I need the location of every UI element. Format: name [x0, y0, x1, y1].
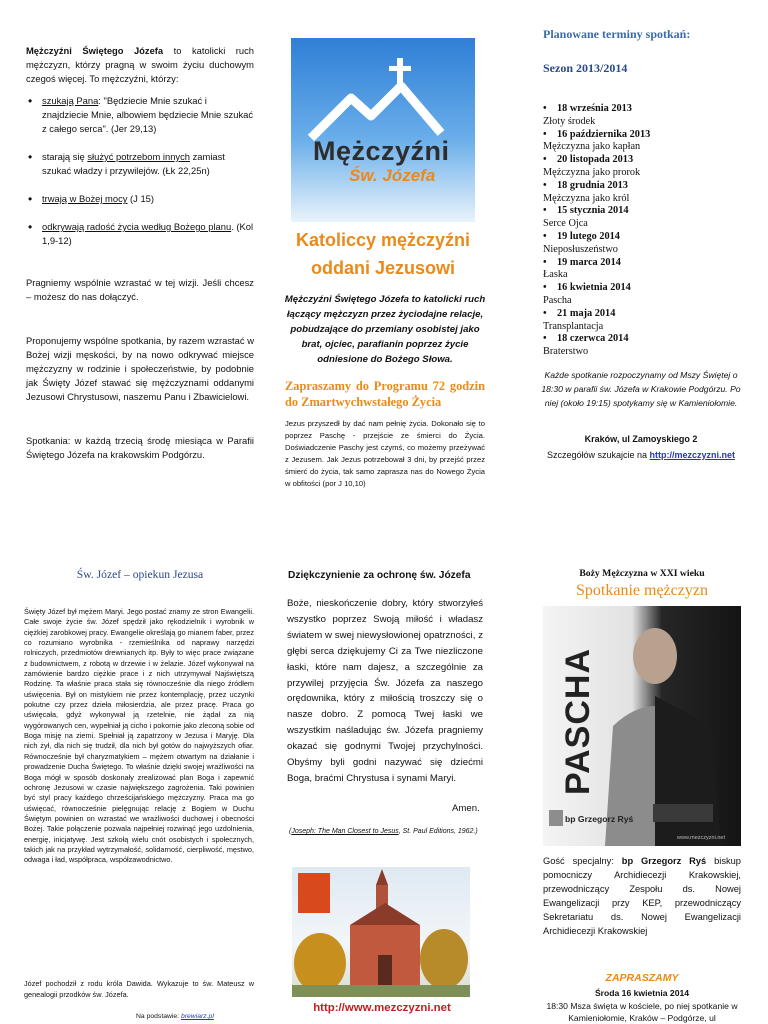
source-note	[136, 1013, 214, 1020]
headline	[270, 226, 496, 282]
bullet-text: starają się	[42, 151, 88, 162]
schedule-item	[543, 180, 743, 206]
citation-rest: , St. Paul Editions, 1962.)	[398, 828, 478, 835]
guest-label: Gość specjalny:	[543, 856, 622, 866]
intro-paragraph	[26, 44, 254, 86]
list-item	[26, 150, 254, 178]
schedule-list	[543, 103, 743, 359]
schedule-date: • 15 stycznia 2014	[543, 205, 743, 218]
bullet-text: . (Kol 1,9-12)	[42, 221, 254, 246]
event-description: 18:30 Msza święta w kościele, po niej spotkanie w Kamieniołomie, Kraków – Podgórze, ul	[546, 1001, 738, 1023]
program-invite: Zapraszamy do Programu 72 godzin do Zmartwychwstałego Życia	[285, 379, 485, 409]
schedule-topic: Nieposłuszeństwo	[543, 243, 618, 255]
poster-url: www.mezczyzni.net	[677, 835, 725, 841]
schedule-date: • 18 grudnia 2013	[543, 180, 743, 193]
poster-date-bar	[653, 804, 713, 822]
logo-subtitle: Św. Józefa	[349, 166, 436, 185]
schedule-date: • 19 lutego 2014	[543, 231, 743, 244]
guest-description: biskup pomocniczy Archidiecezji Krakowskiej, przewodniczący Zespołu ds. Nowej Ewangelizacji przy KEP, przewodniczący Sekretariatu ds. Nowej Ewangelizacji Archidiecezji Krakowskiej	[543, 856, 741, 937]
schedule-topic: Łaska	[543, 269, 568, 281]
event-title: Spotkanie mężczyzn	[576, 582, 708, 599]
bullet-link[interactable]: odkrywają radość życia według Bożego planu	[42, 221, 232, 232]
details-line	[530, 450, 752, 460]
schedule-item	[543, 129, 743, 155]
paragraph-wzrastac: Pragniemy wspólnie wzrastać w tej wizji. Jeśli chcesz – możesz do nas dołączyć.	[26, 277, 254, 302]
schedule-note: Każde spotkanie rozpoczynamy od Mszy Świętej o 18:30 w parafii św. Józefa w Krakowie Podgórzu. Po niej (około 19:15) spotykamy się w Kamieniołomie.	[541, 370, 741, 408]
schedule-item	[543, 282, 743, 308]
citation-open: (	[289, 828, 292, 835]
website-link[interactable]: http://mezczyzni.net	[649, 450, 736, 460]
guest-paragraph	[543, 854, 741, 939]
jozef-lineage: Józef pochodził z rodu króla Dawida. Wykazuje to św. Mateusz w genealogii przodków św. Józefa.	[24, 979, 254, 999]
schedule-date: • 18 września 2013	[543, 103, 743, 116]
poster-speaker-photo	[549, 810, 563, 826]
guest-name: bp Grzegorz Ryś	[621, 856, 707, 866]
poster-word: PASCHA	[559, 647, 598, 796]
paragraph-schedule: Spotkania: w każdą trzecią środę miesiąca w Parafii Świętego Józefa na krakowskim Podgórzu.	[26, 435, 254, 460]
schedule-title: Planowane terminy spotkań:	[543, 27, 691, 41]
list-item	[26, 94, 254, 136]
schedule-topic: Serce Ojca	[543, 218, 588, 230]
intro-text: to katolicki ruch mężczyzn, którzy pragną w swoim życiu duchowym czegoś więcej. To mężczyźni, którzy:	[26, 45, 255, 84]
prayer-body: Boże, nieskończenie dobry, który stworzyłeś wszystko poprzez Swoją miłość i władasz światem w swej niewysłowionej opatrzności, z głębi serca dziękujemy Ci za Twe niezliczone łaski, które nam dajesz, a szczególnie za przywilej przyjęcia Św. Józefa za naszego orędownika, który z miłością troszczy się o nasze dobro. Z pomocą Twej łaski we wszystkim naśladując św. Józefa pragniemy okazać się godnymi Twojej przychylności. Obyśmy byli godni nazywać się dziećmi Boga, braćmi Chrystusa i synami Maryi.	[287, 598, 483, 784]
paragraph-spotkania-proposal: Proponujemy wspólne spotkania, by razem wzrastać w Bożej wizji męskości, by na nowo odkrywać miejsce mężczyzny w rodzinie i społeczeństwie, by podobnie jak Święty Józef stawać się mężczyznami oddanymi Jezusowi Chrystusowi, naszemu Panu i Zbawicielowi.	[26, 335, 254, 402]
headline-line: oddani Jezusowi	[310, 258, 456, 278]
schedule-item	[543, 103, 743, 129]
schedule-item	[543, 205, 743, 231]
invite-label: ZAPRASZAMY	[605, 972, 679, 984]
schedule-item	[543, 154, 743, 180]
pascha-poster	[543, 606, 741, 846]
source-link[interactable]: brewiarz.pl	[180, 1013, 214, 1020]
address: Kraków, ul Zamoyskiego 2	[584, 434, 698, 444]
list-item	[26, 220, 254, 248]
bullet-link[interactable]: służyć potrzebom innych	[87, 151, 190, 162]
prayer-citation	[289, 828, 478, 835]
schedule-date: • 16 października 2013	[543, 129, 743, 142]
left-panel	[26, 44, 254, 462]
schedule-topic: Pascha	[543, 294, 572, 306]
bullet-link[interactable]: szukają Pana	[42, 95, 99, 106]
mission-statement: Mężczyźni Świętego Józefa to katolicki ruch łączący mężczyzn przez życiodajne relacje, pobudzające do przemiany osobistej jako brat, ojciec, parafianin poprzez życie odniesione do Bożego Słowa.	[284, 294, 486, 365]
schedule-topic: Mężczyzna jako prorok	[543, 166, 641, 178]
prayer-amen: Amen.	[452, 803, 480, 814]
bullet-text: : "Będziecie Mnie szukać i znajdziecie Mnie, albowiem będziecie Mnie szukać z całego serca". (Jer 29,13)	[42, 95, 254, 134]
list-item	[26, 192, 254, 206]
source-label: Na podstawie:	[136, 1013, 181, 1020]
schedule-item	[543, 231, 743, 257]
bullet-text: (J 15)	[127, 193, 155, 204]
section-title-jozef: Św. Józef – opiekun Jezusa	[76, 568, 204, 581]
bullet-text: zamiast szukać władzy i przywilejów. (Łk 22,25n)	[42, 151, 225, 176]
schedule-date: • 19 marca 2014	[543, 257, 743, 270]
schedule-date: • 21 maja 2014	[543, 308, 743, 321]
pascha-paragraph: Jezus przyszedł by dać nam pełnię życia. Dokonało się to poprzez Paschę - przejście ze śmierci do Życia. Doświadczenie Paschy jest czymś, co możemy przeżywać z Jezusem. Jak Jezus potrzebował 3 dni, by przejść przez śmierć do życia, tak samo zaprasza nas do Nowego Życia w obfitości (por J 10,10)	[285, 419, 485, 488]
schedule-item	[543, 308, 743, 334]
schedule-date: • 16 kwietnia 2014	[543, 282, 743, 295]
intro-bold: Mężczyźni Świętego Józefa	[26, 45, 164, 56]
schedule-date: • 20 listopada 2013	[543, 154, 743, 167]
bullet-list	[26, 94, 254, 248]
website-footer-link[interactable]: http://www.mezczyzni.net	[313, 1002, 451, 1014]
logo-box	[291, 38, 475, 222]
details-text: Szczegółów szukajcie na	[546, 450, 650, 460]
schedule-topic: Mężczyzna jako król	[543, 192, 630, 204]
church-photo	[292, 867, 470, 997]
logo-title: Mężczyźni	[313, 136, 450, 166]
bullet-link[interactable]: trwają w Bożej mocy	[42, 193, 128, 204]
prayer-title: Dziękczynienie za ochronę św. Józefa	[288, 570, 471, 581]
schedule-item	[543, 257, 743, 283]
schedule-date: • 18 czerwca 2014	[543, 333, 743, 346]
schedule-topic: Złoty środek	[543, 115, 596, 127]
schedule-item	[543, 333, 743, 359]
citation-link[interactable]: Joseph: The Man Closest to Jesus	[291, 828, 399, 835]
jozef-body: Święty Józef był mężem Maryi. Jego postać znamy ze stron Ewangelii. Całe swoje życie św. Józef spędził jako rękodzielnik i wyrobnik w ciężkiej zarobkowej pracy. Ewangelie określają go mianem faber, przez co rozumiano wyrobnika - rzemieślnika od naprawy narzędzi rolniczych, przedmiotów drewnianych itp. Były to więc prace związane z budownictwem, z robotą w drzewie i w żelazie. Józef wykonywał na zamówienie bardzo ciężkie prace i z nich utrzymywał Najświętszą Rodzinę. Ta właśnie praca stała się równocześnie dla niego źródłem uświęcenia. Był on mistykiem nie przez kontemplację, przez uczynki pokutne czy przez dzieła miłosierdzia, ale przez pracę. Praca go uświęcała, gdyż wykonywał ją rzetelnie, nie żądał za nią wygórowanych cen, wypełniał ją cicho i pokornie jako zleconą sobie od Boga misję na ziemi. Spełniał ją zapatrzony w Jezusa i Maryję. Dla nich żył, dla nich się trudził, dla nich był gotów do najwyższych ofiar. Równocześnie był charyzmatykiem – mężem otwartym na działanie i prowadzenie Ducha Świętego. To właśnie dzięki swojej wrażliwości na Boga mógł w sposób doskonały zrealizować plan Boga i zapewnić ochronę Jezusowi w czasie największego zagrożenia. Taki powinien być styl pracy każdego chrześcijańskiego mężczyzny. Praca ma go uświęcać, równocześnie pielęgnując relację z Bogiem w Duchu Świętym powinien on wzrastać we wrażliwości duchowej i obecności Bożej. Takie połączenie pozwala najpełniej rozwinąć jego uzdolnienia, energię, inicjatywę. Jest szkołą wielu cnót osobistych i społecznych, takich jak na przykład wytrzymałość, solidarność, cierpliwość, męstwo, odwaga i ład, współpraca, współzawodnictwo.	[24, 607, 254, 865]
schedule-topic: Braterstwo	[543, 346, 589, 358]
poster-speaker: bp Grzegorz Ryś	[565, 814, 634, 824]
headline-line: Katoliccy mężczyźni	[295, 230, 471, 250]
schedule-topic: Transplantacja	[543, 320, 604, 332]
schedule-topic: Mężczyzna jako kapłan	[543, 141, 641, 153]
church-illustration	[292, 867, 470, 997]
event-date: Środa 16 kwietnia 2014	[594, 988, 690, 998]
kicker: Boży Mężczyzna w XXI wieku	[579, 568, 705, 579]
season-label: Sezon 2013/2014	[543, 61, 628, 75]
